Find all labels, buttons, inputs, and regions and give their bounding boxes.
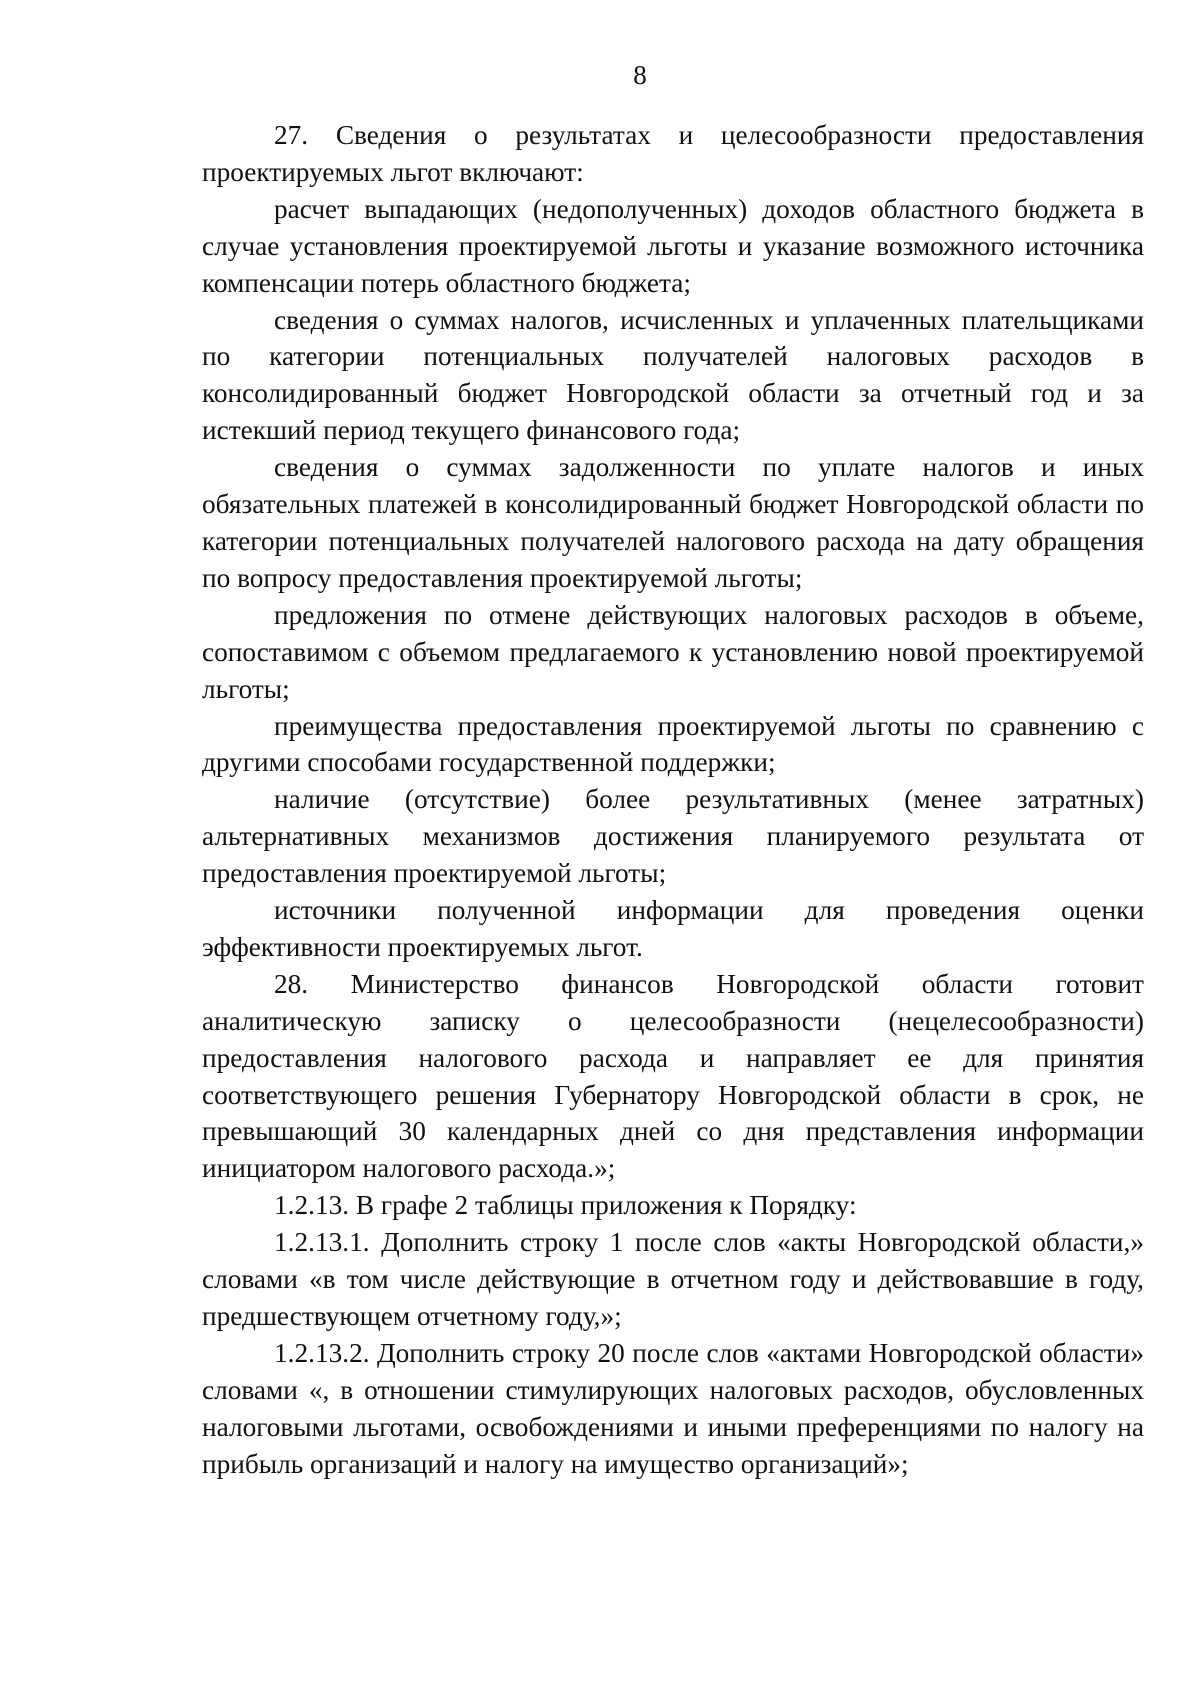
paragraph-27: 27. Сведения о результатах и целесообразности предоставления проектируемых льгот включают: xyxy=(202,120,1144,187)
paragraph-1-2-13: 1.2.13. В графе 2 таблицы приложения к Порядку: xyxy=(274,1190,857,1221)
paragraph-item-sources: источники полученной информации для проведения оценки эффективности проектируемых льгот. xyxy=(202,895,1144,962)
paragraph-item-cancel-proposals: предложения по отмене действующих налоговых расходов в объеме, сопоставимом с объемом предлагаемого к установлению новой проектируемой льготы; xyxy=(202,599,1144,704)
document-body xyxy=(202,117,1144,1483)
paragraph-item-alternatives: наличие (отсутствие) более результативных (менее затратных) альтернативных механизмов достижения планируемого результата от предоставления проектируемой льготы; xyxy=(202,784,1144,889)
paragraph-28: 28. Министерство финансов Новгородской области готовит аналитическую записку о целесообразности (нецелесообразности) предоставления налогового расхода и направляет ее для принятия соответствующего решения Губернатору Новгородской области в срок, не превышающий 30 календарных дней со дня представления информации инициатором налогового расхода.»; xyxy=(202,968,1144,1184)
paragraph-1-2-13-2: 1.2.13.2. Дополнить строку 20 после слов «актами Новгородской области» словами «, в отношении стимулирующих налоговых расходов, обусловленных налоговыми льготами, освобождениями и иными преференциями по налогу на прибыль организаций и налогу на имущество организаций»; xyxy=(202,1337,1144,1479)
paragraph-item-lost-revenue: расчет выпадающих (недополученных) доходов областного бюджета в случае установления проектируемой льготы и указание возможного источника компенсации потерь областного бюджета; xyxy=(202,193,1144,298)
paragraph-1-2-13-1: 1.2.13.1. Дополнить строку 1 после слов «акты Новгородской области,» словами «в том числе действующие в отчетном году и действовавшие в году, предшествующем отчетному году,»; xyxy=(202,1227,1144,1331)
page-number: 8 xyxy=(633,60,647,90)
paragraph-item-tax-sums: сведения о суммах налогов, исчисленных и уплаченных плательщиками по категории потенциальных получателей налоговых расходов в консолидированный бюджет Новгородской области за отчетный год и за истекший период текущего финансового года; xyxy=(202,304,1144,446)
paragraph-item-arrears: сведения о суммах задолженности по уплате налогов и иных обязательных платежей в консолидированный бюджет Новгородской области по категории потенциальных получателей налогового расхода на дату обращения по вопросу предоставления проектируемой льготы; xyxy=(202,452,1144,593)
paragraph-item-advantages: преимущества предоставления проектируемой льготы по сравнению с другими способами государственной поддержки; xyxy=(202,710,1144,778)
